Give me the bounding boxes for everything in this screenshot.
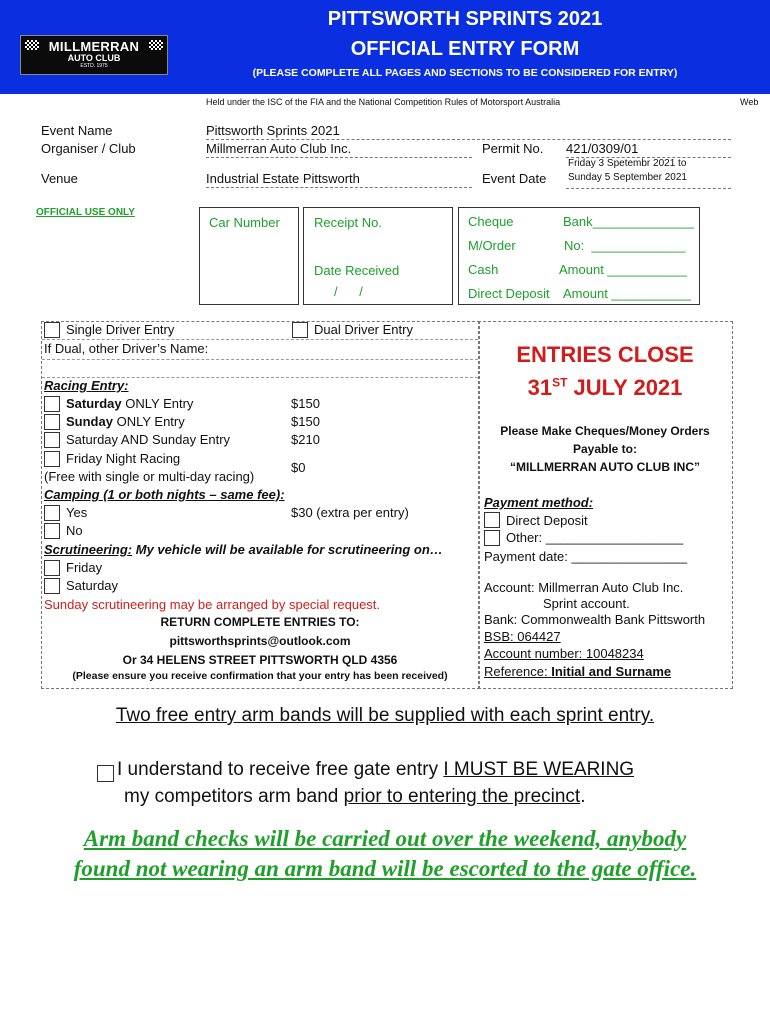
scrutineering-friday-checkbox[interactable] bbox=[44, 560, 60, 576]
held-under-text: Held under the ISC of the FIA and the National Competition Rules of Motorsport Australia bbox=[206, 97, 561, 107]
scrutineering-underlined: Scrutineering: bbox=[44, 542, 133, 557]
receipt-box[interactable] bbox=[303, 207, 453, 305]
event-date-line2: Sunday 5 September 2021 bbox=[568, 172, 687, 183]
sat-sun-label: Saturday AND Sunday Entry bbox=[66, 432, 231, 447]
sat-sun-price: $210 bbox=[291, 432, 320, 447]
scrutineering-saturday-checkbox[interactable] bbox=[44, 578, 60, 594]
saturday-rest: ONLY Entry bbox=[121, 396, 194, 411]
sunday-scrutineering-note: Sunday scrutineering may be arranged by special request. bbox=[44, 597, 381, 612]
direct-deposit-label: Direct Deposit bbox=[468, 286, 550, 301]
understand-line2 bbox=[124, 786, 586, 808]
single-driver-label: Single Driver Entry bbox=[66, 322, 175, 337]
understand-part-a: I understand to receive free gate entry bbox=[117, 759, 444, 780]
divider bbox=[42, 339, 478, 340]
logo-est: ESTD. 1975 bbox=[80, 63, 108, 69]
logo-name: MILLMERRAN bbox=[48, 39, 140, 54]
reference-value: Initial and Surname bbox=[551, 664, 672, 679]
armbands-notice: Two free entry arm bands will be supplied with each sprint entry. bbox=[115, 705, 655, 726]
event-date-label: Event Date bbox=[482, 171, 547, 186]
permit-label: Permit No. bbox=[482, 141, 544, 156]
direct-deposit-checkbox[interactable] bbox=[484, 512, 500, 528]
sunday-rest: ONLY Entry bbox=[112, 414, 185, 429]
checkered-flag-icon bbox=[149, 40, 163, 50]
friday-night-note: (Free with single or multi-day racing) bbox=[44, 469, 255, 484]
event-name-field[interactable] bbox=[206, 123, 731, 140]
sunday-only-price: $150 bbox=[291, 414, 320, 429]
morder-label: M/Order bbox=[468, 238, 516, 253]
camping-yes-checkbox[interactable] bbox=[44, 505, 60, 521]
deposit-amount-field: Amount ___________ bbox=[563, 286, 691, 301]
bank-field: Bank______________ bbox=[563, 214, 694, 229]
understand-checkbox[interactable] bbox=[97, 765, 114, 782]
sat-sun-checkbox[interactable] bbox=[44, 432, 60, 448]
organiser-field[interactable] bbox=[206, 141, 472, 158]
sunday-only-label bbox=[66, 414, 185, 429]
understand-must-wear: I MUST BE WEARING bbox=[443, 759, 635, 780]
account-number: Account number: 10048234 bbox=[484, 646, 644, 661]
cash-label: Cash bbox=[468, 262, 499, 277]
close-date-month: JULY 2021 bbox=[567, 375, 683, 400]
entries-close-date bbox=[479, 375, 731, 401]
event-date-line1: Friday 3 Spetembr 2021 to bbox=[568, 158, 687, 169]
event-name-value: Pittsworth Sprints 2021 bbox=[206, 123, 340, 138]
saturday-only-price: $150 bbox=[291, 396, 320, 411]
return-confirmation-note: (Please ensure you receive confirmation that your entry has been received) bbox=[72, 670, 448, 682]
friday-night-price: $0 bbox=[291, 460, 306, 475]
payment-official-box[interactable] bbox=[458, 207, 700, 305]
direct-deposit-option: Direct Deposit bbox=[506, 513, 588, 528]
scrutineering-friday-label: Friday bbox=[66, 560, 103, 575]
payment-date-field[interactable]: Payment date: ________________ bbox=[484, 549, 688, 564]
venue-label: Venue bbox=[41, 171, 78, 186]
account-type: Sprint account. bbox=[543, 596, 630, 611]
return-heading: RETURN COMPLETE ENTRIES TO: bbox=[160, 615, 360, 629]
friday-night-label: Friday Night Racing bbox=[66, 451, 181, 466]
camping-no-label: No bbox=[66, 523, 83, 538]
dual-driver-label: Dual Driver Entry bbox=[314, 322, 413, 337]
if-dual-label: If Dual, other Driver’s Name: bbox=[44, 341, 209, 356]
bank-name: Bank: Commonwealth Bank Pittsworth bbox=[484, 612, 706, 627]
venue-field[interactable] bbox=[206, 171, 472, 188]
venue-value: Industrial Estate Pittsworth bbox=[206, 171, 360, 186]
logo-subname: AUTO CLUB bbox=[67, 53, 121, 63]
saturday-only-label bbox=[66, 396, 193, 411]
checkered-flag-icon bbox=[25, 40, 39, 50]
dual-name-field[interactable] bbox=[42, 359, 478, 360]
reference-line bbox=[484, 664, 671, 679]
account-name: Account: Millmerran Auto Club Inc. bbox=[484, 580, 684, 595]
camping-no-checkbox[interactable] bbox=[44, 523, 60, 539]
armband-checks-line2: found not wearing an arm band will be escorted to the gate office. bbox=[73, 856, 697, 881]
form-title-line1: PITTSWORTH SPRINTS 2021 bbox=[327, 8, 603, 30]
scrutineering-heading bbox=[44, 542, 443, 557]
saturday-only-checkbox[interactable] bbox=[44, 396, 60, 412]
payment-method-heading: Payment method: bbox=[484, 495, 594, 510]
permit-field[interactable] bbox=[566, 141, 731, 158]
scrutineering-saturday-label: Saturday bbox=[66, 578, 119, 593]
organiser-value: Millmerran Auto Club Inc. bbox=[206, 141, 352, 156]
event-name-label: Event Name bbox=[41, 123, 113, 138]
date-received-slashes: / / bbox=[334, 284, 363, 299]
payable-line2: Payable to: bbox=[572, 442, 638, 456]
understand-period: . bbox=[580, 786, 586, 807]
close-date-suffix: ST bbox=[552, 375, 568, 390]
receipt-no-label: Receipt No. bbox=[314, 215, 382, 230]
reference-label: Reference: bbox=[484, 664, 552, 679]
scrutineering-rest: My vehicle will be available for scrutineering on… bbox=[132, 542, 443, 557]
form-subtitle: (PLEASE COMPLETE ALL PAGES AND SECTIONS TO BE CONSIDERED FOR ENTRY) bbox=[252, 67, 678, 79]
racing-entry-heading: Racing Entry: bbox=[44, 378, 129, 393]
cheque-label: Cheque bbox=[468, 214, 514, 229]
web-label: Web bbox=[740, 97, 759, 107]
form-title-line2: OFFICIAL ENTRY FORM bbox=[350, 38, 580, 60]
official-use-label: OFFICIAL USE ONLY bbox=[36, 207, 135, 218]
return-email: pittsworthsprints@outlook.com bbox=[169, 634, 351, 648]
event-date-field[interactable] bbox=[566, 158, 731, 189]
payable-line3: “MILLMERRAN AUTO CLUB INC” bbox=[510, 460, 700, 474]
close-date-day: 31 bbox=[527, 375, 553, 400]
permit-value: 421/0309/01 bbox=[566, 141, 639, 156]
other-payment-checkbox[interactable] bbox=[484, 530, 500, 546]
entries-close-heading: ENTRIES CLOSE bbox=[516, 342, 694, 367]
armband-checks-line1: Arm band checks will be carried out over the weekend, anybody bbox=[83, 826, 687, 851]
car-number-label: Car Number bbox=[209, 215, 280, 230]
camping-heading: Camping (1 or both nights – same fee): bbox=[44, 487, 285, 502]
sunday-bold: Sunday bbox=[66, 414, 113, 429]
payable-line1: Please Make Cheques/Money Orders bbox=[500, 424, 710, 438]
camping-yes-label: Yes bbox=[66, 505, 88, 520]
return-address: Or 34 HELENS STREET PITTSWORTH QLD 4356 bbox=[122, 653, 398, 667]
cash-amount-field: Amount ___________ bbox=[559, 262, 687, 277]
date-received-label: Date Received bbox=[314, 263, 400, 278]
club-logo bbox=[20, 35, 168, 75]
friday-night-checkbox[interactable] bbox=[44, 451, 60, 467]
saturday-bold: Saturday bbox=[66, 396, 122, 411]
organiser-label: Organiser / Club bbox=[41, 141, 136, 156]
dual-driver-checkbox[interactable] bbox=[292, 322, 308, 338]
morder-no-field: No: _____________ bbox=[564, 238, 686, 253]
understand-precinct: prior to entering the precinct bbox=[343, 786, 581, 807]
single-driver-checkbox[interactable] bbox=[44, 322, 60, 338]
understand-part-c: my competitors arm band bbox=[124, 786, 344, 807]
sunday-only-checkbox[interactable] bbox=[44, 414, 60, 430]
other-payment-field[interactable]: Other: ___________________ bbox=[506, 530, 684, 545]
camping-yes-price: $30 (extra per entry) bbox=[291, 505, 409, 520]
bsb-number: BSB: 064427 bbox=[484, 629, 561, 644]
car-number-box[interactable] bbox=[199, 207, 299, 305]
understand-line1 bbox=[117, 759, 634, 781]
